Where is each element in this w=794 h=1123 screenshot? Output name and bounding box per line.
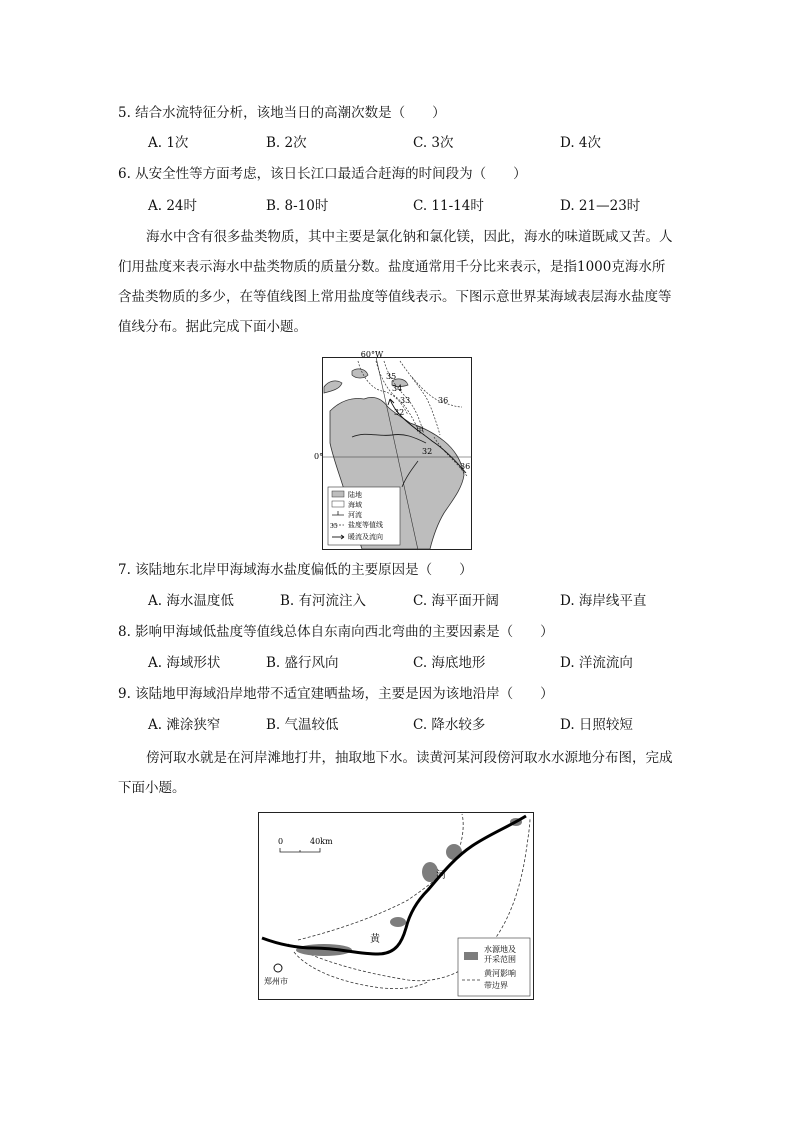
legend-source-1: 水源地及 bbox=[484, 945, 516, 954]
passage-salinity bbox=[118, 222, 678, 342]
question-7-option-a: A. 海水温度低 bbox=[148, 593, 234, 609]
question-8-stem: 8. 影响甲海域低盐度等值线总体自东南向西北弯曲的主要因素是（ ） bbox=[118, 624, 554, 640]
isoline-label-36b: 36 bbox=[460, 462, 471, 471]
region-jia-label: 甲 bbox=[416, 426, 424, 435]
question-9-option-c: C. 降水较多 bbox=[413, 717, 486, 733]
legend-sea: 海域 bbox=[348, 501, 362, 509]
river-char-he: 河 bbox=[436, 870, 446, 881]
question-9-option-a: A. 滩涂狭窄 bbox=[148, 717, 221, 733]
question-9-option-d: D. 日照较短 bbox=[560, 717, 633, 733]
question-6-stem: 6. 从安全性等方面考虑，该日长江口最适合赶海的时间段为（ ） bbox=[118, 166, 527, 182]
legend-boundary-1: 黄河影响 bbox=[484, 969, 516, 978]
salinity-map bbox=[314, 350, 472, 550]
isoline-label-35: 35 bbox=[386, 372, 397, 381]
question-5-option-c: C. 3次 bbox=[413, 135, 454, 151]
question-5-stem: 5. 结合水流特征分析，该地当日的高潮次数是（ ） bbox=[118, 105, 446, 121]
passage-yellow-river bbox=[118, 743, 678, 803]
city-zhengzhou: 郑州市 bbox=[264, 977, 288, 986]
question-5-option-a: A. 1次 bbox=[148, 135, 189, 151]
isoline-label-34: 34 bbox=[392, 384, 403, 393]
question-5-option-d: D. 4次 bbox=[560, 135, 602, 151]
isoline-label-32b: 32 bbox=[422, 447, 433, 456]
legend-warm-current: 暖流及流向 bbox=[348, 533, 383, 541]
scale-zero: 0 bbox=[278, 837, 284, 846]
question-9-stem: 9. 该陆地甲海域沿岸地带不适宜建晒盐场，主要是因为该地沿岸（ ） bbox=[118, 686, 554, 702]
question-6-option-d: D. 21—23时 bbox=[560, 198, 641, 214]
question-8-option-d: D. 洋流流向 bbox=[560, 655, 633, 671]
legend-boundary-2: 带边界 bbox=[484, 981, 508, 990]
isoline-label-32: 32 bbox=[394, 408, 405, 417]
passage-salinity-text: 海水中含有很多盐类物质，其中主要是氯化钠和氯化镁，因此，海水的味道既咸又苦。人们用盐度来表示海水中盐类物质的质量分数。盐度通常用千分比来表示，是指1000克海水所含盐类物质的多少，在等值线图上常用盐度等值线表示。下图示意世界某海域表层海水盐度等值线分布。据此完成下面小题。 bbox=[118, 229, 673, 335]
question-7-option-b: B. 有河流注入 bbox=[280, 593, 367, 609]
meridian-label: 60°W bbox=[360, 350, 384, 359]
question-6-option-c: C. 11-14时 bbox=[413, 198, 484, 214]
yellow-river-map bbox=[258, 812, 534, 1000]
passage-yellow-river-text: 傍河取水就是在河岸滩地打井，抽取地下水。读黄河某河段傍河取水水源地分布图，完成下面小题。 bbox=[118, 750, 673, 796]
question-7-option-d: D. 海岸线平直 bbox=[560, 593, 647, 609]
question-7-stem: 7. 该陆地东北岸甲海域海水盐度偏低的主要原因是（ ） bbox=[118, 562, 473, 578]
question-8-option-b: B. 盛行风向 bbox=[266, 655, 339, 671]
isoline-label-33: 33 bbox=[400, 396, 411, 405]
question-6-option-b: B. 8-10时 bbox=[266, 198, 329, 214]
question-5-option-b: B. 2次 bbox=[266, 135, 307, 151]
legend-isoline: 盐度等值线 bbox=[348, 521, 383, 529]
question-9-option-b: B. 气温较低 bbox=[266, 717, 339, 733]
legend-land: 陆地 bbox=[348, 491, 362, 499]
question-8-option-a: A. 海域形状 bbox=[148, 655, 221, 671]
question-7-option-c: C. 海平面开阔 bbox=[413, 593, 499, 609]
legend-isoline-value: 35 bbox=[330, 523, 338, 530]
river-char-huang: 黄 bbox=[370, 934, 380, 945]
legend-source-2: 开采范围 bbox=[484, 955, 516, 964]
isoline-label-36: 36 bbox=[438, 396, 449, 405]
scale-km: 40km bbox=[310, 837, 333, 846]
equator-label: 0° bbox=[314, 452, 324, 461]
legend-river: 河流 bbox=[348, 511, 362, 519]
question-8-option-c: C. 海底地形 bbox=[413, 655, 486, 671]
question-6-option-a: A. 24时 bbox=[148, 198, 198, 214]
